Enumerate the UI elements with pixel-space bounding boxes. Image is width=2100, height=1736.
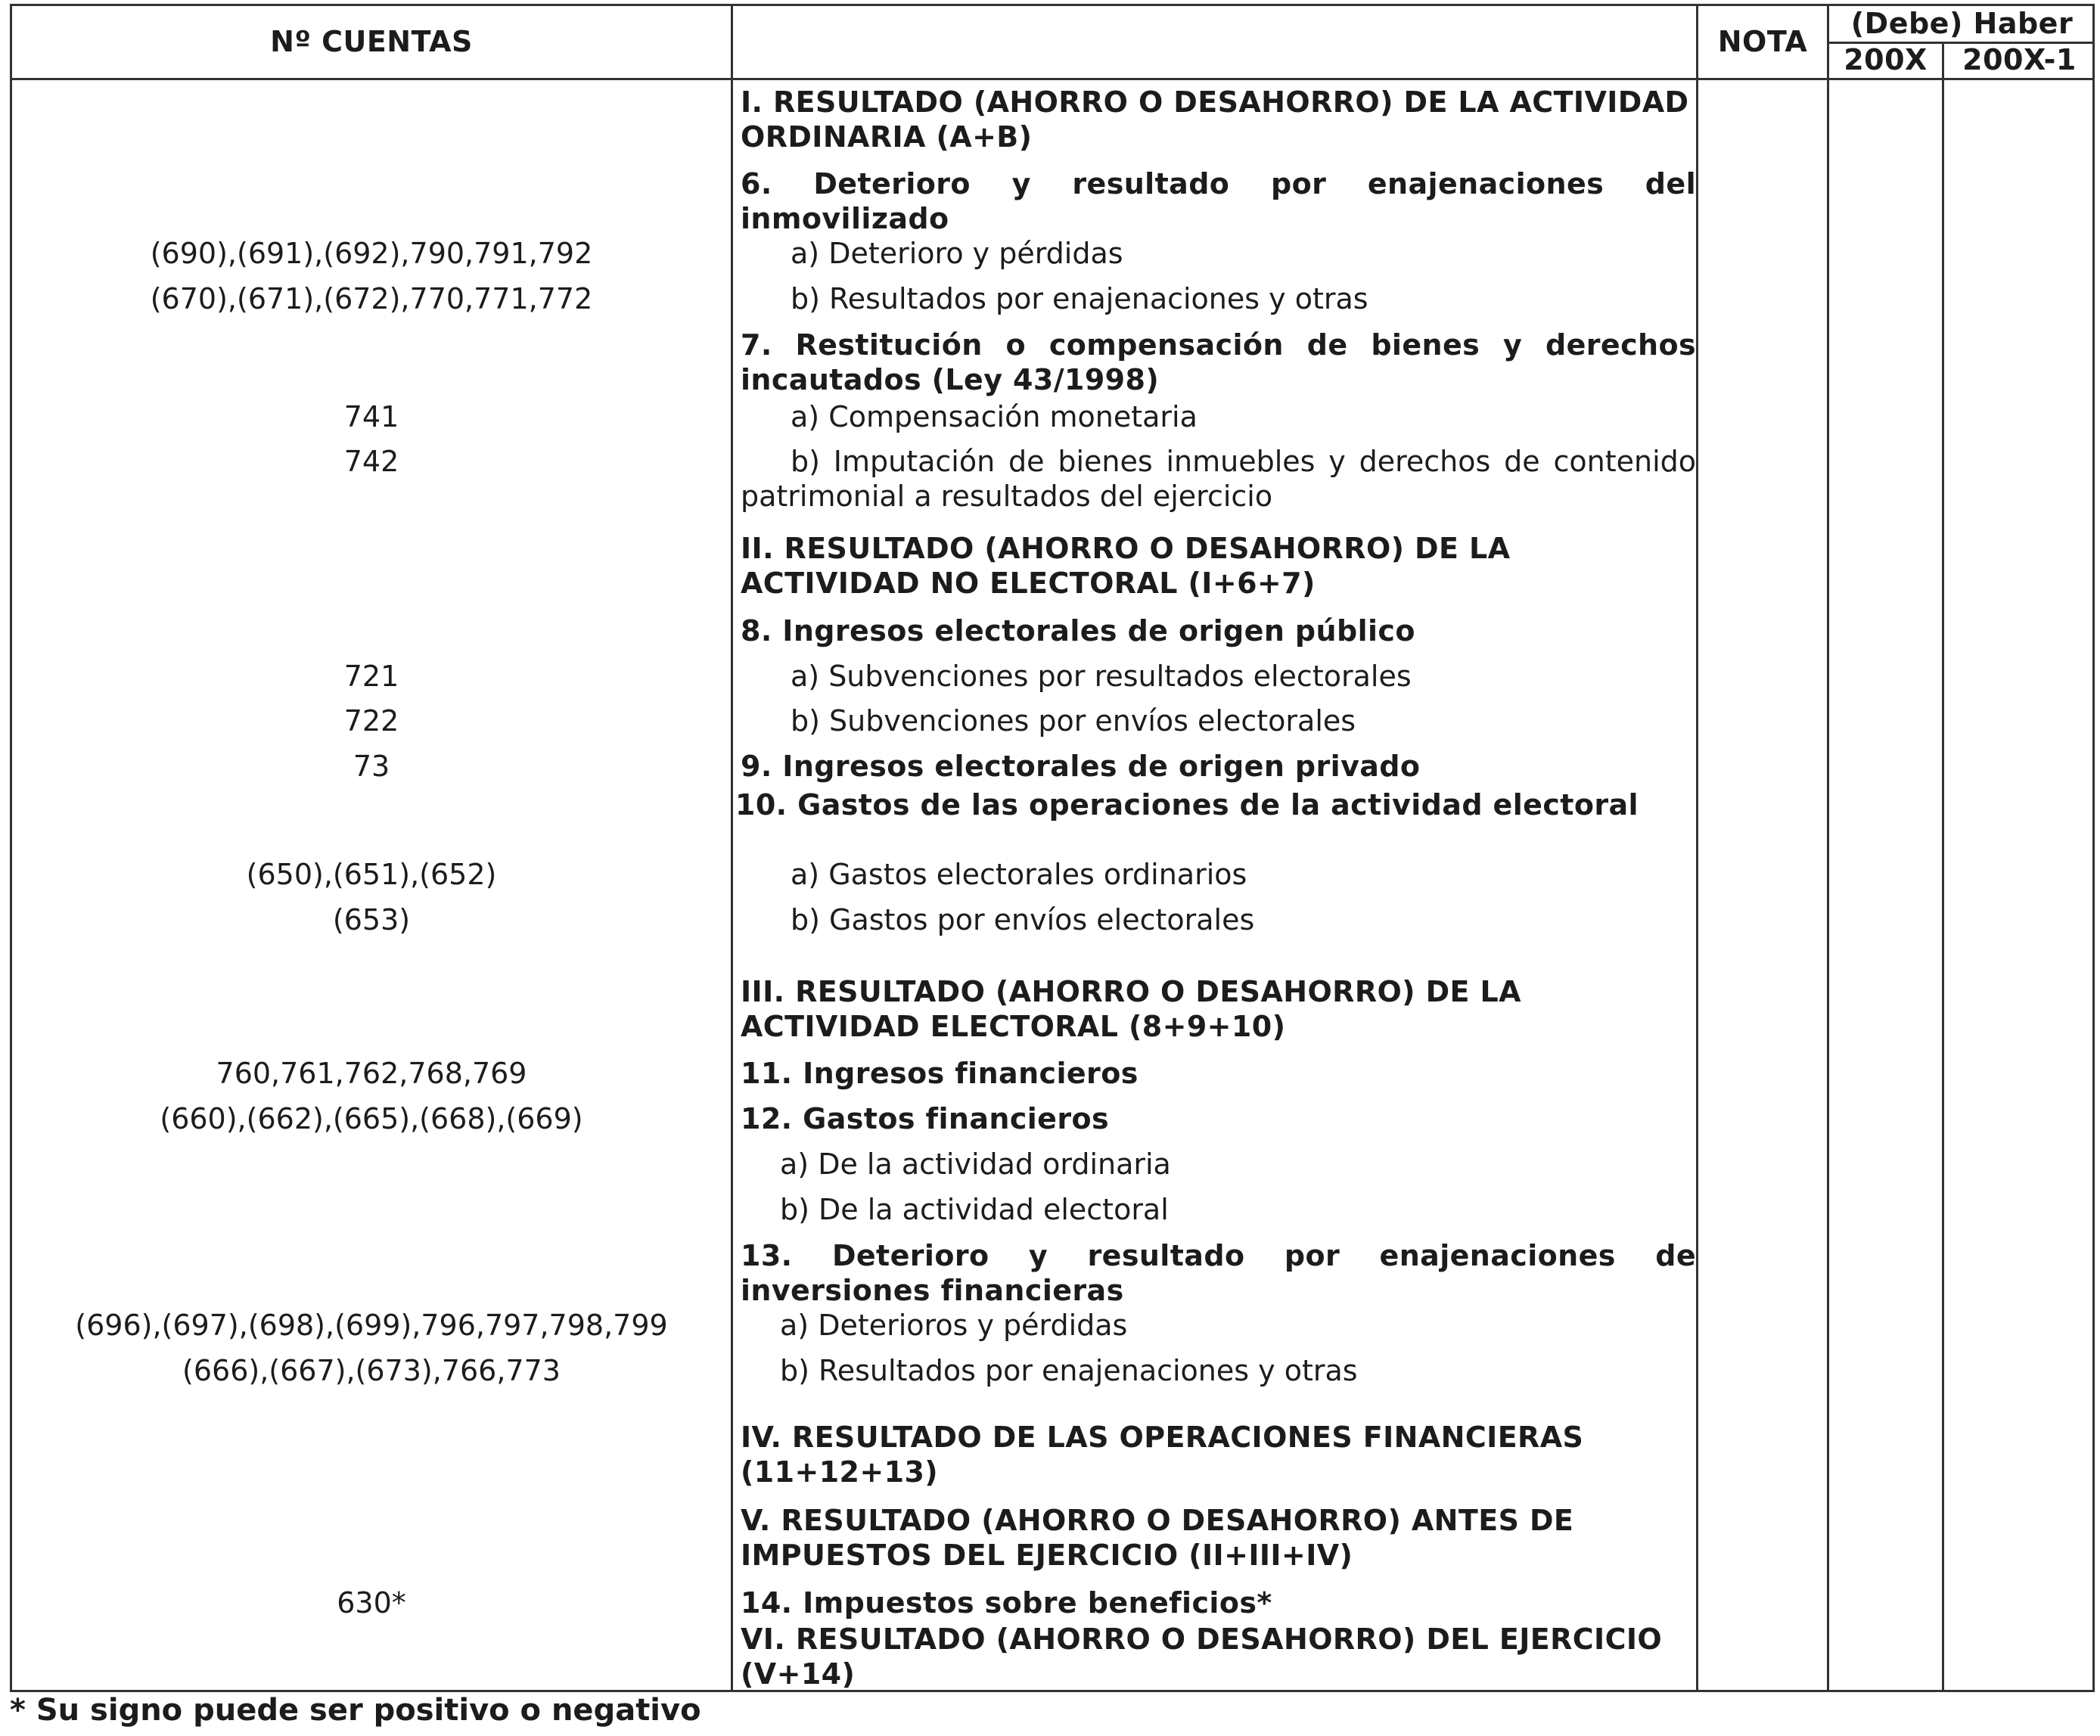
row-concepto-12a: a) De la actividad ordinaria	[780, 1147, 1171, 1181]
column-divider-concepto	[1696, 4, 1698, 1692]
row-concepto-I: I. RESULTADO (AHORRO O DESAHORRO) DE LA ACTIVIDAD ORDINARIA (A+B)	[741, 85, 1689, 154]
row-cuentas-14: 630*	[337, 1586, 406, 1620]
header-year-previous: 200X-1	[1962, 43, 2077, 76]
row-cuentas-6a: (690),(691),(692),790,791,792	[150, 237, 593, 270]
row-cuentas-9: 73	[353, 750, 390, 783]
row-concepto-13b: b) Resultados por enajenaciones y otras	[780, 1354, 1358, 1387]
row-concepto-7a: a) Compensación monetaria	[791, 400, 1198, 433]
column-divider-cuentas	[731, 4, 733, 1692]
row-concepto-13a: a) Deterioros y pérdidas	[780, 1309, 1128, 1342]
column-divider-nota	[1827, 4, 1829, 1692]
row-concepto-8a: a) Subvenciones por resultados electorales	[791, 660, 1412, 693]
row-concepto-8b: b) Subvenciones por envíos electorales	[791, 704, 1356, 738]
row-concepto-6b: b) Resultados por enajenaciones y otras	[791, 282, 1368, 315]
row-concepto-10: 10. Gastos de las operaciones de la actividad electoral	[735, 788, 1639, 821]
column-divider-years	[1942, 42, 1944, 1692]
row-concepto-9: 9. Ingresos electorales de origen privado	[741, 750, 1421, 783]
header-cuentas: Nº CUENTAS	[270, 25, 473, 58]
row-concepto-13: 13. Deterioro y resultado por enajenaciones de inversiones financieras	[741, 1239, 1696, 1307]
row-concepto-12: 12. Gastos financieros	[741, 1102, 1110, 1135]
row-concepto-7: 7. Restitución o compensación de bienes y derechos incautados (Ley 43/1998)	[741, 328, 1696, 396]
row-concepto-11: 11. Ingresos financieros	[741, 1057, 1139, 1090]
row-concepto-II: II. RESULTADO (AHORRO O DESAHORRO) DE LA ACTIVIDAD NO ELECTORAL (I+6+7)	[741, 532, 1511, 600]
header-nota: NOTA	[1717, 25, 1808, 58]
row-concepto-10a: a) Gastos electorales ordinarios	[791, 858, 1247, 891]
footnote: * Su signo puede ser positivo o negativo	[10, 1693, 701, 1728]
row-concepto-III: III. RESULTADO (AHORRO O DESAHORRO) DE LA ACTIVIDAD ELECTORAL (8+9+10)	[741, 975, 1521, 1043]
header-bottom-rule	[10, 78, 2095, 80]
row-cuentas-11: 760,761,762,768,769	[216, 1057, 527, 1090]
row-concepto-6a: a) Deterioro y pérdidas	[791, 237, 1123, 270]
header-debe-haber: (Debe) Haber	[1850, 7, 2074, 40]
row-concepto-IV: IV. RESULTADO DE LAS OPERACIONES FINANCIERAS (11+12+13)	[741, 1421, 1584, 1489]
row-concepto-12b: b) De la actividad electoral	[780, 1193, 1169, 1226]
row-concepto-8: 8. Ingresos electorales de origen público	[741, 614, 1415, 648]
row-cuentas-10b: (653)	[332, 903, 411, 936]
header-year-current: 200X	[1844, 43, 1928, 76]
row-concepto-14: 14. Impuestos sobre beneficios*	[741, 1586, 1272, 1620]
row-cuentas-7a: 741	[343, 400, 399, 433]
row-cuentas-13a: (696),(697),(698),(699),796,797,798,799	[75, 1309, 668, 1342]
row-cuentas-10a: (650),(651),(652)	[246, 858, 497, 891]
row-concepto-V: V. RESULTADO (AHORRO O DESAHORRO) ANTES DE IMPUESTOS DEL EJERCICIO (II+III+IV)	[741, 1504, 1574, 1572]
row-cuentas-8a: 721	[343, 660, 399, 693]
row-cuentas-12: (660),(662),(665),(668),(669)	[160, 1102, 583, 1135]
row-concepto-7b: b) Imputación de bienes inmuebles y derechos de contenido patrimonial a resultados del ejercicio	[741, 445, 1696, 513]
row-cuentas-6b: (670),(671),(672),770,771,772	[150, 282, 593, 315]
row-concepto-10b: b) Gastos por envíos electorales	[791, 903, 1255, 936]
row-cuentas-13b: (666),(667),(673),766,773	[182, 1354, 561, 1387]
row-cuentas-7b: 742	[343, 445, 399, 478]
row-concepto-VI: VI. RESULTADO (AHORRO O DESAHORRO) DEL EJERCICIO (V+14)	[741, 1623, 1663, 1691]
results-table	[10, 4, 2095, 1692]
row-concepto-6: 6. Deterioro y resultado por enajenaciones del inmovilizado	[741, 167, 1696, 235]
row-cuentas-8b: 722	[343, 704, 399, 738]
